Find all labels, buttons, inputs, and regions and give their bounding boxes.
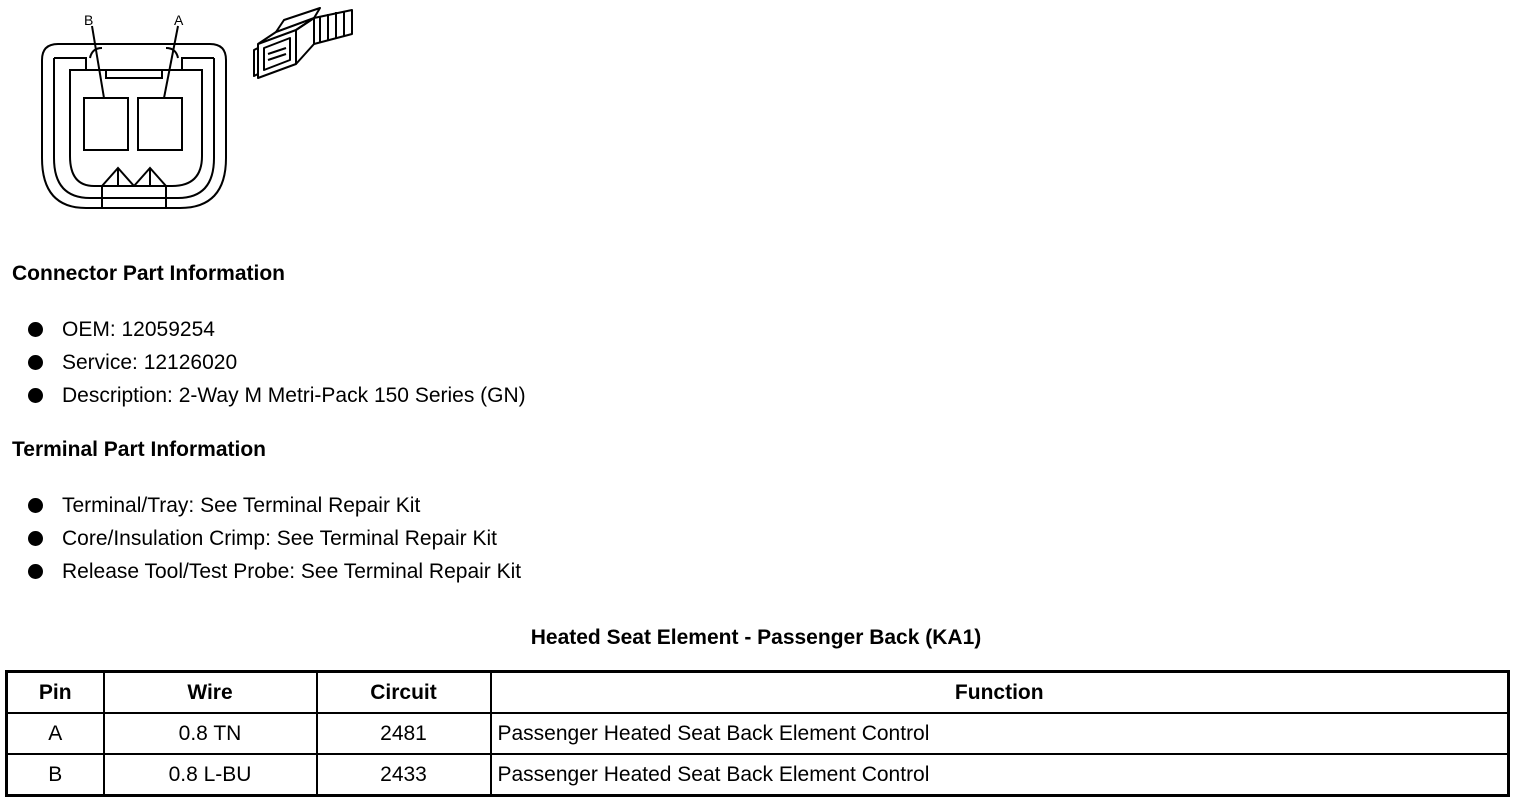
- column-header-circuit: Circuit: [317, 672, 491, 714]
- list-item: Core/Insulation Crimp: See Terminal Repair Kit: [26, 522, 521, 555]
- terminal-info-list: [26, 489, 521, 588]
- connector-info-heading: Connector Part Information: [12, 262, 286, 285]
- bullet-icon: [28, 322, 43, 337]
- cell-pin: A: [7, 713, 104, 754]
- terminal-info-heading: Terminal Part Information: [12, 438, 266, 461]
- connector-info-list: [26, 313, 526, 412]
- bullet-icon: [28, 498, 43, 513]
- cell-wire: 0.8 TN: [104, 713, 317, 754]
- column-header-pin: Pin: [7, 672, 104, 714]
- cell-wire: 0.8 L-BU: [104, 754, 317, 796]
- cell-circuit: 2433: [317, 754, 491, 796]
- pinout-table: [5, 670, 1510, 797]
- cell-function: Passenger Heated Seat Back Element Control: [491, 754, 1509, 796]
- list-item: Terminal/Tray: See Terminal Repair Kit: [26, 489, 521, 522]
- list-item: Release Tool/Test Probe: See Terminal Repair Kit: [26, 555, 521, 588]
- table-row: [7, 713, 1509, 754]
- pin-label-b: B: [84, 12, 94, 28]
- connector-face-diagram: [30, 8, 250, 218]
- column-header-function: Function: [491, 672, 1509, 714]
- column-header-wire: Wire: [104, 672, 317, 714]
- table-row: [7, 754, 1509, 796]
- cell-function: Passenger Heated Seat Back Element Control: [491, 713, 1509, 754]
- bullet-icon: [28, 564, 43, 579]
- pin-label-a: A: [174, 12, 184, 28]
- bullet-icon: [28, 531, 43, 546]
- table-header-row: [7, 672, 1509, 714]
- list-item: Description: 2-Way M Metri-Pack 150 Series (GN): [26, 379, 526, 412]
- pinout-table-title: Heated Seat Element - Passenger Back (KA1): [530, 626, 982, 649]
- bullet-icon: [28, 355, 43, 370]
- list-item: Service: 12126020: [26, 346, 526, 379]
- cell-circuit: 2481: [317, 713, 491, 754]
- bullet-icon: [28, 388, 43, 403]
- list-item: OEM: 12059254: [26, 313, 526, 346]
- cell-pin: B: [7, 754, 104, 796]
- connector-isometric-diagram: [248, 4, 364, 86]
